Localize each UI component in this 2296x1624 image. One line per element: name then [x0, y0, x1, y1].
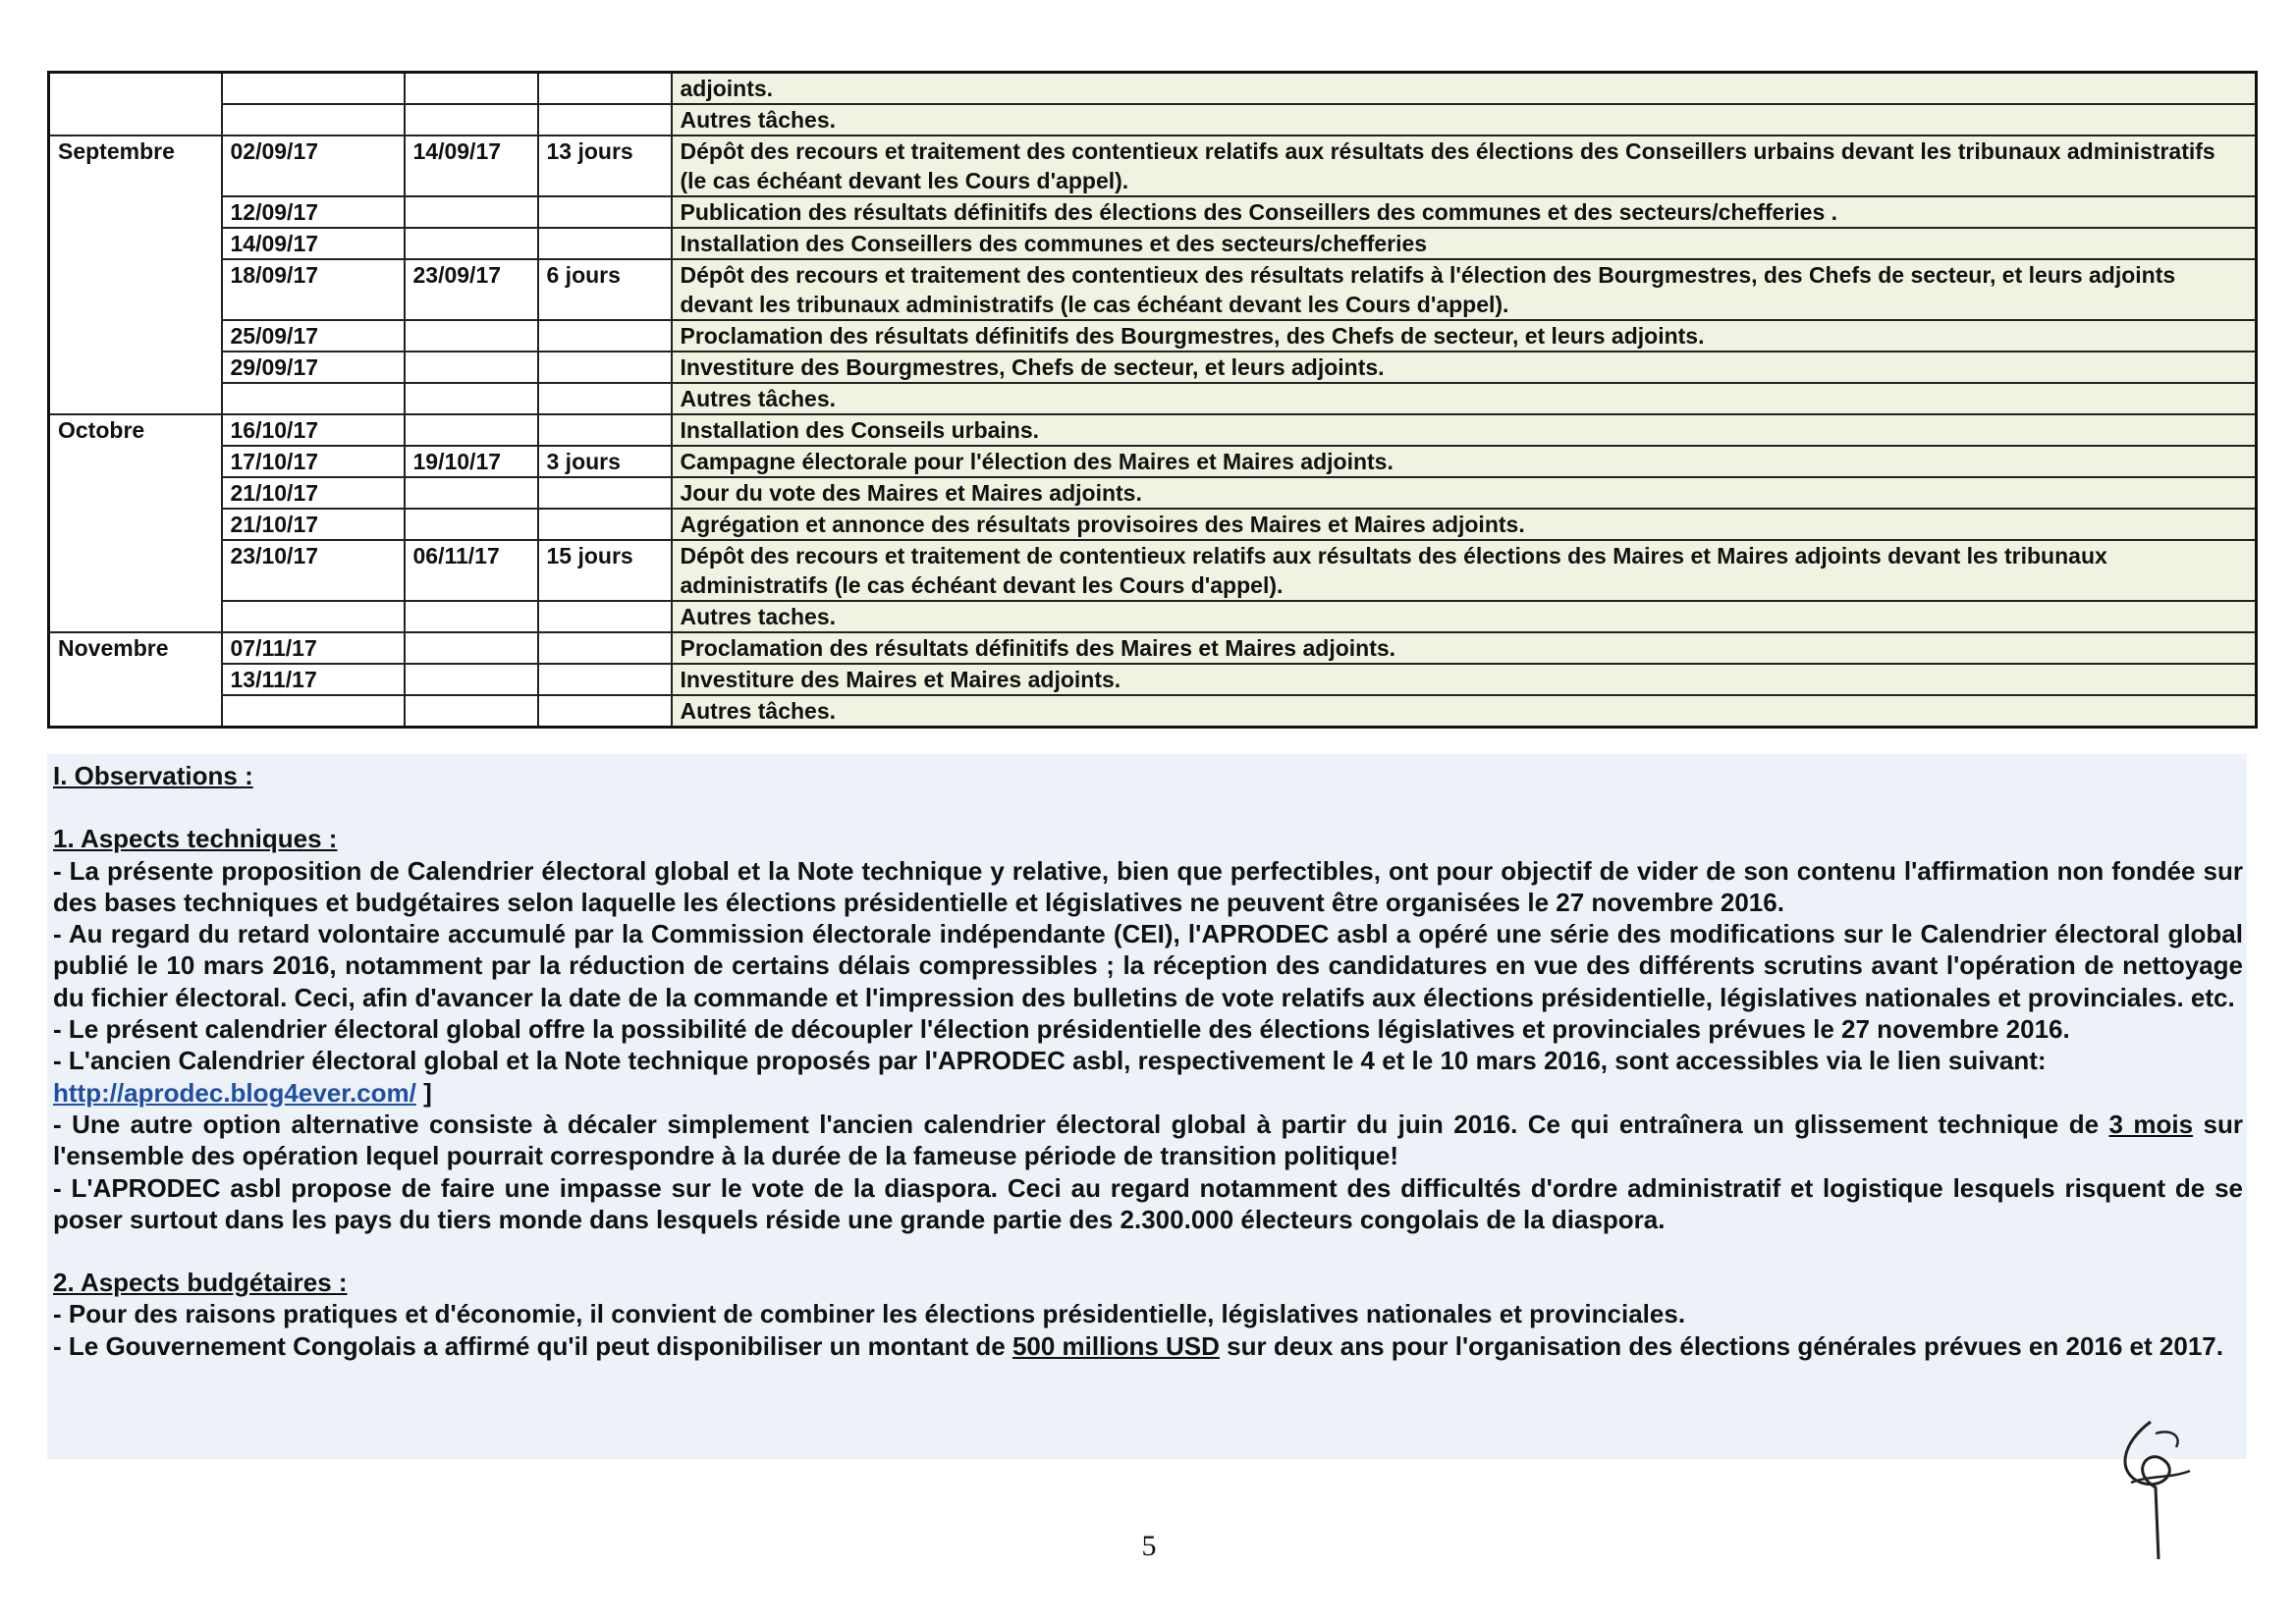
table-row: [49, 104, 2257, 135]
budget-amount-underlined: 500 millions USD: [1011, 1330, 1220, 1361]
start-date-cell: 21/10/17: [222, 509, 405, 540]
duration-cell: [538, 104, 672, 135]
start-date-cell: 17/10/17: [222, 446, 405, 477]
aprodec-link[interactable]: http://aprodec.blog4ever.com/: [53, 1077, 416, 1108]
duration-cell: [538, 228, 672, 259]
duration-cell: 13 jours: [538, 135, 672, 196]
start-date-cell: 29/09/17: [222, 352, 405, 383]
month-cell: [49, 228, 222, 259]
task-cell: Autres tâches.: [672, 104, 2257, 135]
technical-paragraph-5: [53, 1109, 2243, 1172]
table-row: [49, 509, 2257, 540]
table-row: [49, 601, 2257, 632]
duration-cell: [538, 414, 672, 446]
table-row: [49, 320, 2257, 352]
duration-cell: [538, 352, 672, 383]
start-date-cell: 12/09/17: [222, 196, 405, 228]
month-cell: Octobre: [49, 414, 222, 446]
technical-aspects-heading: 1. Aspects techniques :: [53, 824, 338, 854]
technical-paragraph-4-end: ]: [415, 1077, 432, 1108]
end-date-cell: [405, 601, 538, 632]
duration-cell: [538, 509, 672, 540]
table-row: [49, 352, 2257, 383]
duration-cell: [538, 383, 672, 414]
start-date-cell: 07/11/17: [222, 632, 405, 664]
table-row: [49, 73, 2257, 105]
table-row: [49, 228, 2257, 259]
start-date-cell: [222, 695, 405, 728]
task-cell: Investiture des Bourgmestres, Chefs de secteur, et leurs adjoints.: [672, 352, 2257, 383]
month-cell: [49, 446, 222, 477]
table-row: [49, 196, 2257, 228]
three-months-underlined: 3 mois: [2108, 1109, 2194, 1139]
month-cell: Septembre: [49, 135, 222, 196]
technical-paragraph-1: - La présente proposition de Calendrier électoral global et la Note technique y relative, bien que perfectibles, ont pour objectif de vider de son contenu l'affirmation non fondée sur des bases techniques et budgétaires selon laquelle les élections présidentielle et législatives ne peuvent être organisées le 27 novembre 2016.: [53, 855, 2243, 917]
month-cell: [49, 104, 222, 135]
start-date-cell: 13/11/17: [222, 664, 405, 695]
table-row: [49, 414, 2257, 446]
end-date-cell: 19/10/17: [405, 446, 538, 477]
duration-cell: [538, 320, 672, 352]
task-cell: Autres taches.: [672, 601, 2257, 632]
duration-cell: [538, 664, 672, 695]
month-cell: [49, 352, 222, 383]
start-date-cell: [222, 73, 405, 105]
technical-paragraph-4: [53, 1045, 2243, 1109]
table-row: [49, 632, 2257, 664]
end-date-cell: [405, 695, 538, 728]
start-date-cell: [222, 104, 405, 135]
observations-heading: I. Observations :: [53, 761, 253, 790]
start-date-cell: 14/09/17: [222, 228, 405, 259]
observations-section: [47, 754, 2247, 1459]
end-date-cell: [405, 196, 538, 228]
budget-paragraph-2-start: - Le Gouvernement Congolais a affirmé qu'il peut disponibiliser un montant de: [53, 1330, 1012, 1361]
duration-cell: [538, 73, 672, 105]
month-cell: [49, 196, 222, 228]
start-date-cell: 16/10/17: [222, 414, 405, 446]
duration-cell: 6 jours: [538, 259, 672, 320]
end-date-cell: [405, 352, 538, 383]
task-cell: Autres tâches.: [672, 383, 2257, 414]
task-cell: Autres tâches.: [672, 695, 2257, 728]
end-date-cell: [405, 320, 538, 352]
table-row: [49, 446, 2257, 477]
technical-paragraph-2: - Au regard du retard volontaire accumulé par la Commission électorale indépendante (CEI), l'APRODEC asbl a opéré une série des modifications sur le Calendrier électoral global publié le 10 mars 2016, notamment par la réduction de certains délais compressibles ; la réception des candidatures en vue des différents scrutins avant l'opération de nettoyage du fichier électoral. Ceci, afin d'avancer la date de la commande et l'impression des bulletins de vote relatifs aux élections présidentielle, législatives nationales et provinciales. etc.: [53, 919, 2243, 1012]
start-date-cell: 02/09/17: [222, 135, 405, 196]
month-cell: [49, 601, 222, 632]
table-row: [49, 664, 2257, 695]
task-cell: Jour du vote des Maires et Maires adjoints.: [672, 477, 2257, 509]
duration-cell: [538, 632, 672, 664]
month-cell: [49, 477, 222, 509]
table-row: [49, 259, 2257, 320]
month-cell: Novembre: [49, 632, 222, 664]
end-date-cell: [405, 104, 538, 135]
duration-cell: [538, 601, 672, 632]
month-cell: [49, 664, 222, 695]
task-cell: adjoints.: [672, 73, 2257, 105]
month-cell: [49, 540, 222, 601]
table-row: [49, 695, 2257, 728]
task-cell: Proclamation des résultats définitifs des Maires et Maires adjoints.: [672, 632, 2257, 664]
duration-cell: [538, 196, 672, 228]
technical-paragraph-4-text: - L'ancien Calendrier électoral global et la Note technique proposés par l'APRODEC asbl, respectivement le 4 et le 10 mars 2016, sont accessibles via le lien suivant:: [53, 1046, 2047, 1076]
month-cell: [49, 695, 222, 728]
start-date-cell: 25/09/17: [222, 320, 405, 352]
duration-cell: [538, 695, 672, 728]
start-date-cell: 18/09/17: [222, 259, 405, 320]
technical-paragraph-5-end: sur l'ensemble des opération lequel pourrait correspondre à la durée de la fameuse période de transition politique!: [53, 1109, 2243, 1171]
end-date-cell: [405, 664, 538, 695]
end-date-cell: [405, 228, 538, 259]
start-date-cell: 21/10/17: [222, 477, 405, 509]
table-row: [49, 135, 2257, 196]
end-date-cell: [405, 477, 538, 509]
table-row: [49, 540, 2257, 601]
task-cell: Dépôt des recours et traitement des contentieux des résultats relatifs à l'élection des Bourgmestres, des Chefs de secteur, et leurs adjoints devant les tribunaux administratifs (le cas échéant devant les Cours d'appel).: [672, 259, 2257, 320]
electoral-schedule-table: [47, 71, 2258, 729]
end-date-cell: 06/11/17: [405, 540, 538, 601]
task-cell: Installation des Conseils urbains.: [672, 414, 2257, 446]
table-row: [49, 383, 2257, 414]
end-date-cell: [405, 73, 538, 105]
table-row: [49, 477, 2257, 509]
month-cell: [49, 320, 222, 352]
page-number: 5: [1141, 1530, 1157, 1562]
budget-paragraph-1: - Pour des raisons pratiques et d'économie, il convient de combiner les élections présidentielle, législatives nationales et provinciales.: [53, 1299, 1686, 1329]
month-cell: [49, 509, 222, 540]
end-date-cell: 14/09/17: [405, 135, 538, 196]
task-cell: Campagne électorale pour l'élection des Maires et Maires adjoints.: [672, 446, 2257, 477]
end-date-cell: [405, 383, 538, 414]
month-cell: [49, 73, 222, 105]
duration-cell: 15 jours: [538, 540, 672, 601]
technical-paragraph-3: - Le présent calendrier électoral global offre la possibilité de découpler l'élection présidentielle des élections législatives et provinciales prévues le 27 novembre 2016.: [53, 1014, 2070, 1045]
task-cell: Dépôt des recours et traitement de contentieux relatifs aux résultats des élections des Maires et Maires adjoints devant les tribunaux administratifs (le cas échéant devant les Cours d'appel).: [672, 540, 2257, 601]
task-cell: Publication des résultats définitifs des élections des Conseillers des communes et des secteurs/chefferies .: [672, 196, 2257, 228]
month-cell: [49, 383, 222, 414]
start-date-cell: [222, 601, 405, 632]
end-date-cell: [405, 509, 538, 540]
end-date-cell: 23/09/17: [405, 259, 538, 320]
start-date-cell: [222, 383, 405, 414]
technical-paragraph-5-start: - Une autre option alternative consiste à décaler simplement l'ancien calendrier électoral global à partir du juin 2016. Ce qui entraînera un glissement technique de: [53, 1109, 2109, 1139]
handwritten-signature-icon: [2111, 1414, 2200, 1561]
task-cell: Proclamation des résultats définitifs des Bourgmestres, des Chefs de secteur, et leurs adjoints.: [672, 320, 2257, 352]
month-cell: [49, 259, 222, 320]
task-cell: Dépôt des recours et traitement des contentieux relatifs aux résultats des élections des Conseillers urbains devant les tribunaux administratifs (le cas échéant devant les Cours d'appel).: [672, 135, 2257, 196]
duration-cell: [538, 477, 672, 509]
start-date-cell: 23/10/17: [222, 540, 405, 601]
duration-cell: 3 jours: [538, 446, 672, 477]
task-cell: Installation des Conseillers des communes et des secteurs/chefferies: [672, 228, 2257, 259]
budget-aspects-heading: 2. Aspects budgétaires :: [53, 1268, 348, 1298]
task-cell: Agrégation et annonce des résultats provisoires des Maires et Maires adjoints.: [672, 509, 2257, 540]
task-cell: Investiture des Maires et Maires adjoints.: [672, 664, 2257, 695]
technical-paragraph-6: - L'APRODEC asbl propose de faire une impasse sur le vote de la diaspora. Ceci au regard notamment des difficultés d'ordre administratif et logistique lesquels risquent de se poser surtout dans les pays du tiers monde dans lesquels réside une grande partie des 2.300.000 électeurs congolais de la diaspora.: [53, 1172, 2243, 1234]
end-date-cell: [405, 414, 538, 446]
end-date-cell: [405, 632, 538, 664]
budget-paragraph-2-end: sur deux ans pour l'organisation des élections générales prévues en 2016 et 2017.: [1219, 1330, 2223, 1361]
budget-paragraph-2: [53, 1330, 2243, 1362]
